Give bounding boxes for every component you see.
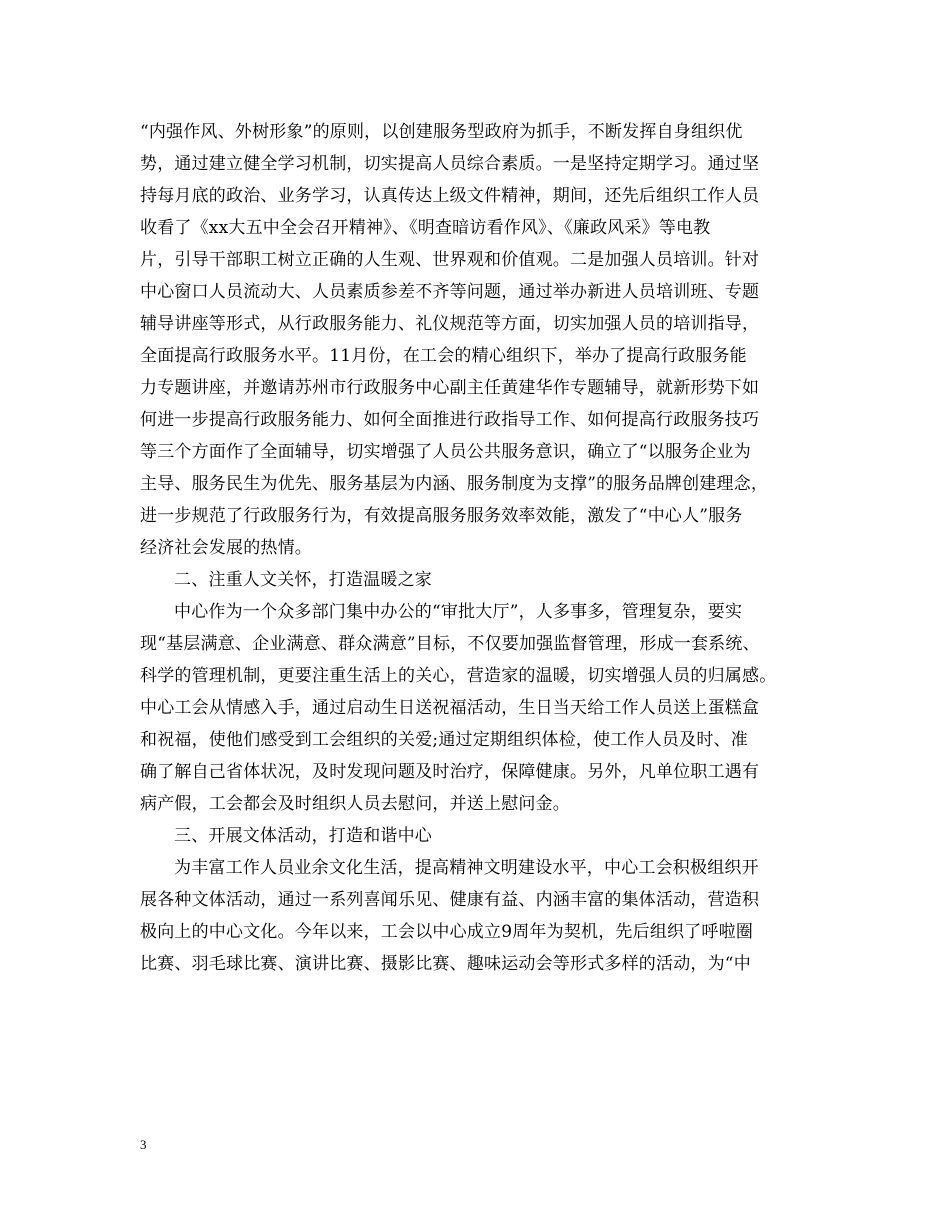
text-line: 进一步规范了行政服务行为，有效提高服务服务效率效能，激发了“中心人”服务 — [140, 506, 743, 526]
text-line: 中心窗口人员流动大、人员素质参差不齐等问题，通过举办新进人员培训班、专题 — [140, 282, 760, 302]
text-line: 展各种文体活动，通过一系列喜闻乐见、健康有益、内涵丰富的集体活动，营造积 — [140, 890, 760, 910]
text-line: 和祝福，使他们感受到工会组织的关爱;通过定期组织体检，使工作人员及时、准 — [140, 730, 748, 750]
text-line: 极向上的中心文化。今年以来，工会以中心成立9周年为契机，先后组织了呼啦圈 — [140, 922, 754, 942]
text-line: 势，通过建立健全学习机制，切实提高人员综合素质。一是坚持定期学习。通过坚 — [140, 154, 760, 174]
text-line: 何进一步提高行政服务能力、如何全面推进行政指导工作、如何提高行政服务技巧 — [140, 410, 760, 430]
paragraph-first-line: 为丰富工作人员业余文化生活，提高精神文明建设水平，中心工会积极组织开 — [174, 858, 759, 878]
page-number: 3 — [140, 1137, 147, 1152]
text-line: “内强作风、外树形象”的原则，以创建服务型政府为抓手，不断发挥自身组织优 — [140, 122, 743, 142]
text-line: 病产假，工会都会及时组织人员去慰问，并送上慰问金。 — [140, 794, 570, 814]
text-line: 科学的管理机制，更要注重生活上的关心，营造家的温暖，切实增强人员的归属感。 — [140, 666, 777, 686]
text-line: 持每月底的政治、业务学习，认真传达上级文件精神，期间，还先后组织工作人员 — [140, 186, 760, 206]
document-body — [140, 116, 812, 980]
text-line: 比赛、羽毛球比赛、演讲比赛、摄影比赛、趣味运动会等形式多样的活动，为“中 — [140, 954, 751, 974]
text-line: 主导、服务民生为优先、服务基层为内涵、服务制度为支撑”的服务品牌创建理念， — [140, 474, 769, 494]
text-line: 辅导讲座等形式，从行政服务能力、礼仪规范等方面，切实加强人员的培训指导， — [140, 314, 760, 334]
text-line: 力专题讲座，并邀请苏州市行政服务中心副主任黄建华作专题辅导，就新形势下如 — [140, 378, 760, 398]
section-heading: 三、开展文体活动，打造和谐中心 — [174, 826, 432, 846]
text-line: 现“基层满意、企业满意、群众满意”目标，不仅要加强监督管理，形成一套系统、 — [140, 634, 760, 654]
text-line: 片，引导干部职工树立正确的人生观、世界观和价值观。二是加强人员培训。针对 — [140, 250, 760, 270]
text-line: 中心工会从情感入手，通过启动生日送祝福活动，生日当天给工作人员送上蛋糕盒 — [140, 698, 760, 718]
paragraph-first-line: 中心作为一个众多部门集中办公的“审批大厅”，人多事多，管理复杂，要实 — [174, 602, 743, 622]
section-heading: 二、注重人文关怀，打造温暖之家 — [174, 570, 432, 590]
text-line: 确了解自己省体状况，及时发现问题及时治疗，保障健康。另外，凡单位职工遇有 — [140, 762, 760, 782]
text-line: 经济社会发展的热情。 — [140, 538, 312, 558]
text-line: 等三个方面作了全面辅导，切实增强了人员公共服务意识，确立了“以服务企业为 — [140, 442, 751, 462]
text-line: 收看了《xx大五中全会召开精神》、《明查暗访看作风》、《廉政风采》等电教 — [140, 218, 711, 238]
text-line: 全面提高行政服务水平。11月份，在工会的精心组织下，举办了提高行政服务能 — [140, 346, 747, 366]
